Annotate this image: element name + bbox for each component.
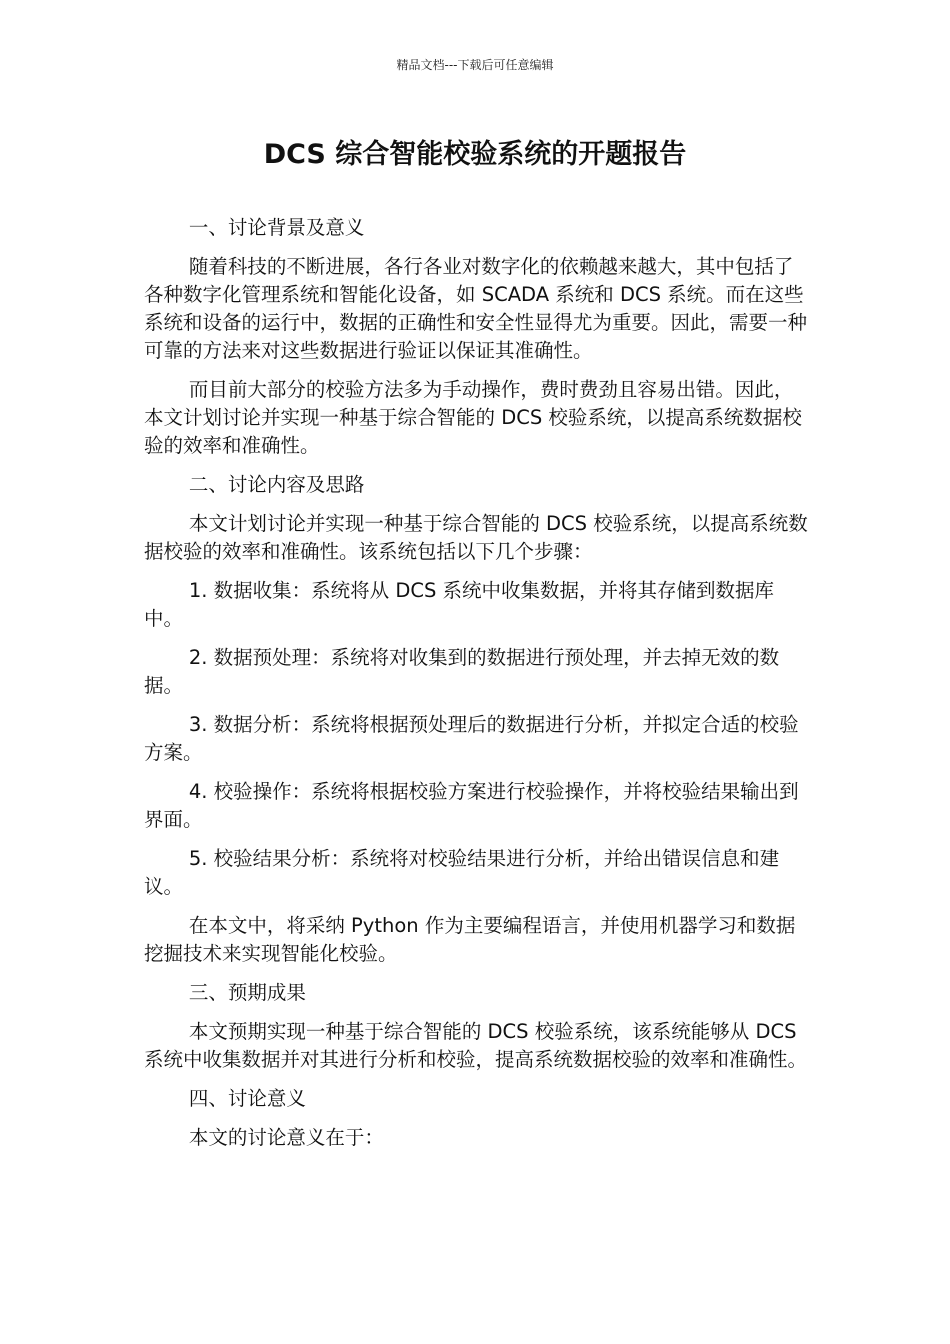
document-body — [144, 214, 810, 1163]
paragraph-background-1: 随着科技的不断进展，各行各业对数字化的依赖越来越大，其中包括了各种数字化管理系统和智能化设备，如 SCADA 系统和 DCS 系统。而在这些系统和设备的运行中，数据的正确性和安全性显得尤为重要。因此，需要一种可靠的方法来对这些数据进行验证以保证其准确性。 — [144, 255, 808, 362]
paragraph-implementation: 在本文中，将采纳 Python 作为主要编程语言，并使用机器学习和数据挖掘技术来实现智能化校验。 — [144, 914, 796, 965]
page-header-note: 精品文档---下载后可任意编辑 — [396, 58, 554, 72]
list-item-step-3: 3. 数据分析：系统将根据预处理后的数据进行分析，并拟定合适的校验方案。 — [144, 713, 799, 764]
section-heading-results: 三、预期成果 — [188, 981, 306, 1004]
section-heading-background: 一、讨论背景及意义 — [188, 216, 365, 239]
list-item-step-4: 4. 校验操作：系统将根据校验方案进行校验操作，并将校验结果输出到界面。 — [144, 780, 799, 831]
list-item-step-2: 2. 数据预处理：系统将对收集到的数据进行预处理，并去掉无效的数据。 — [144, 646, 780, 697]
paragraph-content-intro: 本文计划讨论并实现一种基于综合智能的 DCS 校验系统，以提高系统数据校验的效率和准确性。该系统包括以下几个步骤： — [144, 512, 808, 563]
paragraph-significance: 本文的讨论意义在于： — [188, 1126, 384, 1149]
paragraph-results: 本文预期实现一种基于综合智能的 DCS 校验系统，该系统能够从 DCS 系统中收集数据并对其进行分析和校验，提高系统数据校验的效率和准确性。 — [144, 1020, 808, 1071]
list-item-step-1: 1. 数据收集：系统将从 DCS 系统中收集数据，并将其存储到数据库中。 — [144, 579, 775, 630]
document-title: DCS 综合智能校验系统的开题报告 — [263, 139, 687, 170]
paragraph-background-2: 而目前大部分的校验方法多为手动操作，费时费劲且容易出错。因此，本文计划讨论并实现一种基于综合智能的 DCS 校验系统，以提高系统数据校验的效率和准确性。 — [144, 378, 802, 457]
list-item-step-5: 5. 校验结果分析：系统将对校验结果进行分析，并给出错误信息和建议。 — [144, 847, 780, 898]
section-heading-significance: 四、讨论意义 — [188, 1087, 306, 1110]
section-heading-content: 二、讨论内容及思路 — [188, 473, 365, 496]
